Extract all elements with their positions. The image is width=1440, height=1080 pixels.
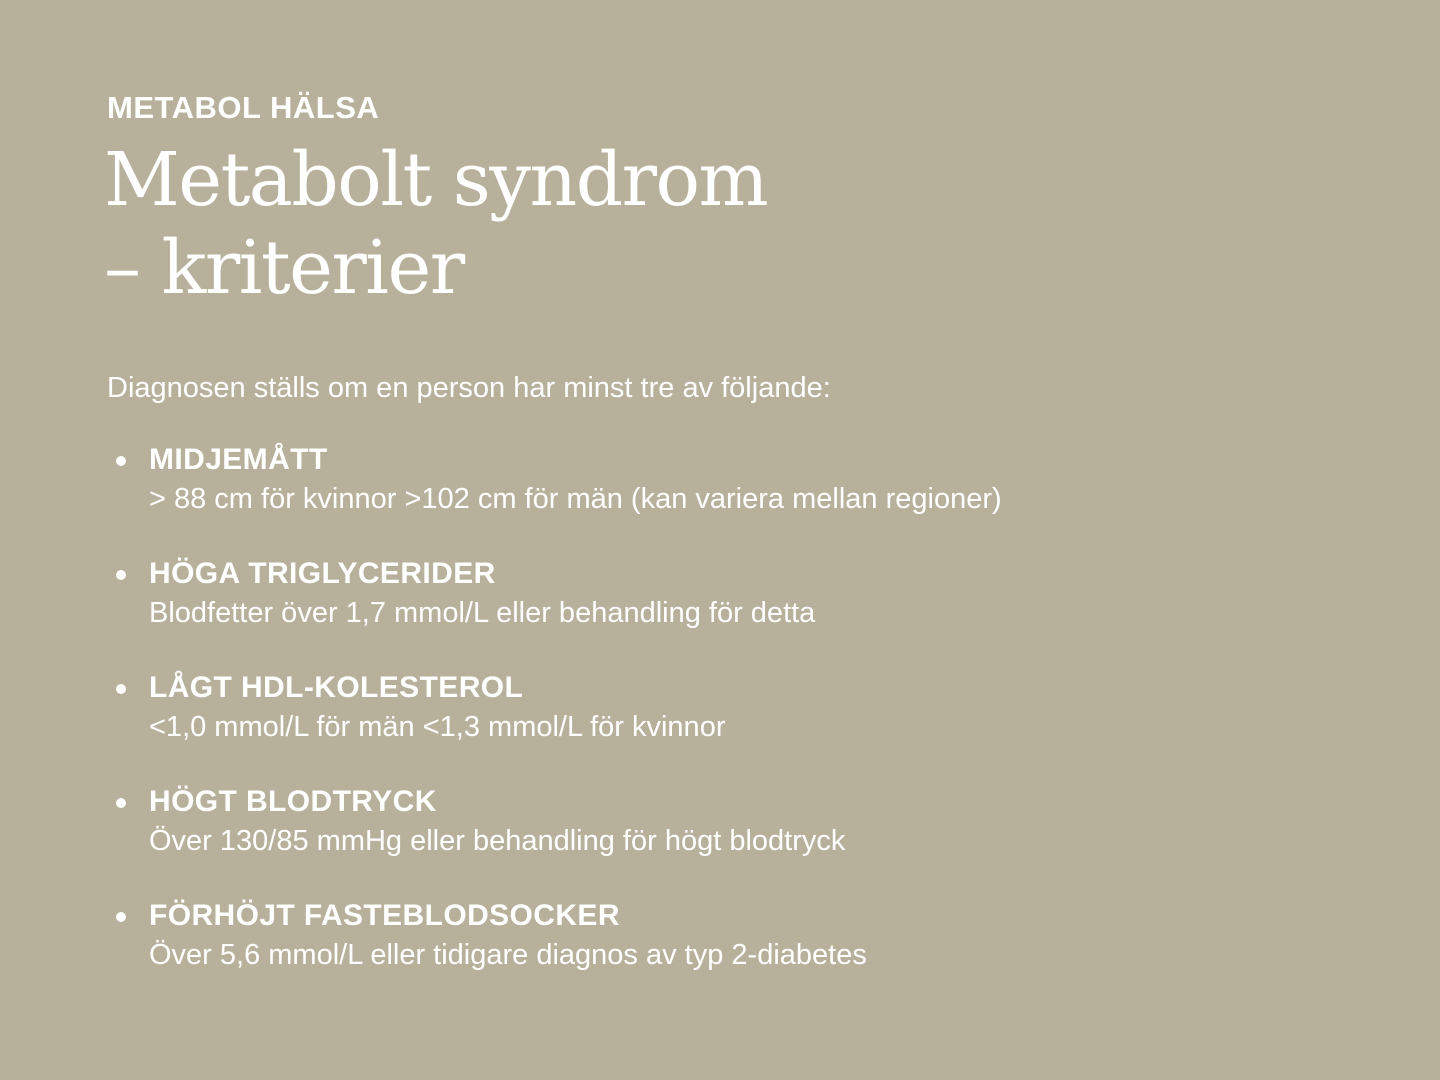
bullet-dot-icon [116,798,126,808]
criterion-blood-pressure [107,782,1337,860]
bullet-dot-icon [116,570,126,580]
criterion-hdl [107,668,1337,746]
category-label: METABOL HÄLSA [107,90,380,125]
criteria-list [107,440,1337,974]
intro-text: Diagnosen ställs om en person har minst tre av följande: [107,372,831,404]
bullet-dot-icon [116,456,126,466]
criterion-waist [107,440,1337,518]
criterion-heading: HÖGT BLODTRYCK [149,785,437,818]
page-title-line-2: – kriterier [104,225,464,311]
criterion-description: Över 130/85 mmHg eller behandling för högt blodtryck [149,825,846,857]
criterion-fasting-glucose [107,896,1337,974]
criteria-card [104,88,1337,1010]
page-title-line-1: Metabolt syndrom [104,137,768,223]
bullet-dot-icon [116,684,126,694]
criterion-heading: HÖGA TRIGLYCERIDER [149,557,496,590]
criterion-description: Blodfetter över 1,7 mmol/L eller behandling för detta [149,597,816,629]
page-title [104,136,1337,312]
criterion-description: Över 5,6 mmol/L eller tidigare diagnos av typ 2-diabetes [149,939,867,971]
criterion-description: <1,0 mmol/L för män <1,3 mmol/L för kvinnor [149,711,726,743]
criterion-heading: FÖRHÖJT FASTEBLODSOCKER [149,899,620,932]
criterion-heading: LÅGT HDL-KOLESTEROL [149,671,524,704]
bullet-dot-icon [116,912,126,922]
criterion-heading: MIDJEMÅTT [149,443,328,476]
criterion-triglycerides [107,554,1337,632]
criterion-description: > 88 cm för kvinnor >102 cm för män (kan variera mellan regioner) [149,483,1002,515]
